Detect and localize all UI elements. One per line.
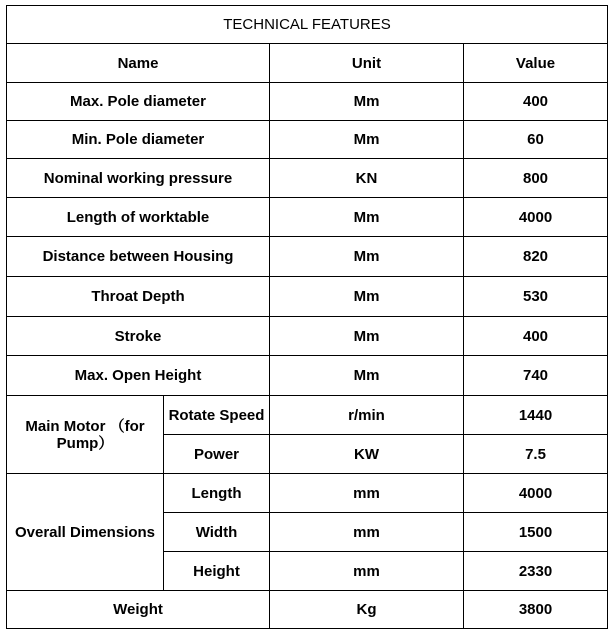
row-unit: Mm [270,121,464,159]
row-unit: r/min [270,396,464,435]
row-value: 400 [464,317,608,356]
table-row [7,159,608,198]
row-unit: Mm [270,83,464,121]
row-unit: mm [270,552,464,591]
header-name: Name [7,44,270,83]
row-value: 820 [464,237,608,277]
table-row [7,474,608,513]
row-name: Length [164,474,270,513]
row-name: Height [164,552,270,591]
header-unit: Unit [270,44,464,83]
row-unit: Kg [270,591,464,629]
row-value: 3800 [464,591,608,629]
technical-features-table [6,5,608,629]
table-row [7,83,608,121]
row-unit: Mm [270,198,464,237]
row-unit: Mm [270,277,464,317]
row-name: Throat Depth [7,277,270,317]
table-row [7,277,608,317]
row-name: Stroke [7,317,270,356]
row-value: 4000 [464,198,608,237]
row-unit: mm [270,513,464,552]
row-value: 4000 [464,474,608,513]
row-value: 1440 [464,396,608,435]
row-name: Distance between Housing [7,237,270,277]
row-value: 740 [464,356,608,396]
row-name: Power [164,435,270,474]
table-row [7,237,608,277]
row-name: Weight [7,591,270,629]
row-unit: Mm [270,237,464,277]
table-row [7,198,608,237]
row-name: Rotate Speed [164,396,270,435]
row-name: Length of worktable [7,198,270,237]
row-value: 400 [464,83,608,121]
table-row [7,591,608,629]
row-unit: mm [270,474,464,513]
row-unit: Mm [270,356,464,396]
row-unit: KW [270,435,464,474]
row-name: Nominal working pressure [7,159,270,198]
table-title: TECHNICAL FEATURES [7,6,608,44]
row-name: Max. Pole diameter [7,83,270,121]
table-row [7,356,608,396]
row-name: Min. Pole diameter [7,121,270,159]
row-unit: Mm [270,317,464,356]
row-name: Max. Open Height [7,356,270,396]
table-header-row [7,44,608,83]
row-value: 530 [464,277,608,317]
row-unit: KN [270,159,464,198]
row-value: 1500 [464,513,608,552]
table-row [7,317,608,356]
header-value: Value [464,44,608,83]
row-name: Width [164,513,270,552]
row-value: 800 [464,159,608,198]
row-value: 2330 [464,552,608,591]
motor-group-label: Main Motor （for Pump） [7,396,164,474]
table-row [7,396,608,435]
table-title-row [7,6,608,44]
row-value: 7.5 [464,435,608,474]
table-row [7,121,608,159]
dimensions-group-label: Overall Dimensions [7,474,164,591]
row-value: 60 [464,121,608,159]
